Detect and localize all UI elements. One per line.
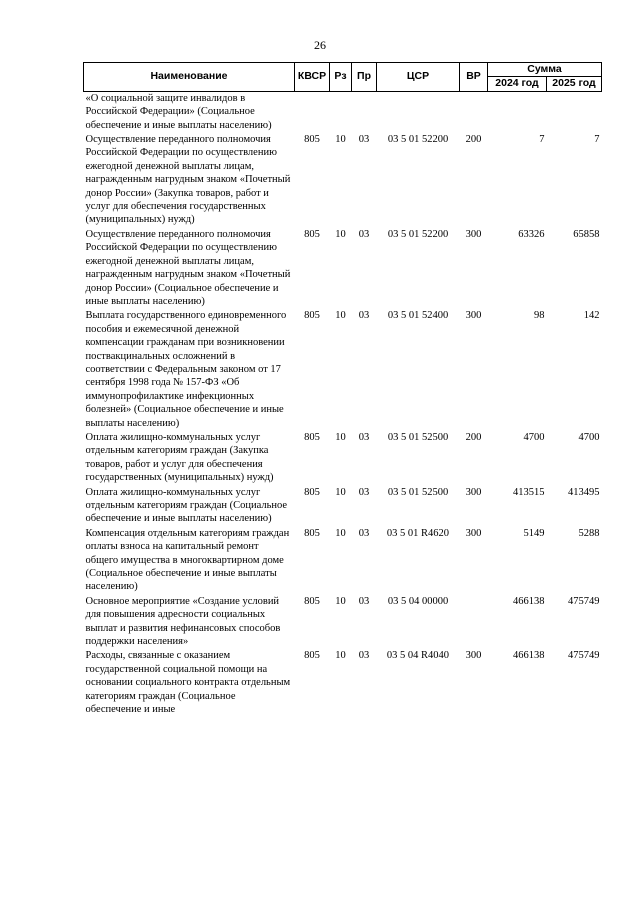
row-sum-2024: 63326 bbox=[518, 228, 545, 240]
row-sum-2024: 466138 bbox=[513, 595, 545, 607]
header-pr: Пр bbox=[352, 63, 377, 92]
row-name: Осуществление переданного полномочия Российской Федерации по осуществлению ежегодной денежной выплаты лицам, награжденным нагрудным знаком «Почетный донор России» (Социальное обеспечение и иные выплаты населению) bbox=[85, 228, 291, 307]
row-pr: 03 bbox=[358, 431, 370, 443]
row-csr bbox=[377, 91, 460, 133]
row-vr bbox=[460, 595, 488, 650]
page-number: 26 bbox=[314, 38, 326, 52]
budget-table bbox=[83, 62, 602, 718]
row-kvsr: 805 bbox=[304, 134, 320, 146]
row-sum-2025: 475749 bbox=[568, 595, 600, 607]
table-row bbox=[84, 595, 602, 650]
header-kvsr: КВСР bbox=[295, 63, 330, 92]
row-kvsr: 805 bbox=[304, 595, 320, 607]
row-rz: 10 bbox=[335, 595, 346, 607]
row-sum-2025: 413495 bbox=[568, 486, 600, 498]
row-kvsr: 805 bbox=[304, 310, 320, 322]
row-name: Компенсация отдельным категориям граждан оплаты взноса на капитальный ремонт общего имущества в многоквартирном доме (Социальное обеспечение и иные выплаты населению) bbox=[85, 527, 290, 593]
table-row bbox=[84, 309, 602, 431]
row-name: «О социальной защите инвалидов в Российской Федерации» (Социальное обеспечение и иные выплаты населению) bbox=[85, 92, 272, 131]
row-sum-2025: 7 bbox=[594, 134, 600, 146]
row-vr: 300 bbox=[465, 228, 482, 240]
row-pr: 03 bbox=[358, 228, 370, 240]
row-name: Расходы, связанные с оказанием государственной социальной помощи на основании социального контракта отдельным категориям граждан (Социальное обеспечение и иные bbox=[85, 650, 291, 716]
row-rz: 10 bbox=[335, 650, 346, 662]
header-name: Наименование bbox=[84, 63, 295, 92]
row-rz: 10 bbox=[335, 228, 346, 240]
row-rz: 10 bbox=[335, 310, 346, 322]
header-year-2024: 2024 год bbox=[488, 77, 547, 91]
table-row bbox=[84, 527, 602, 595]
table-row bbox=[84, 486, 602, 527]
row-sum-2024: 5149 bbox=[523, 527, 545, 539]
row-kvsr: 805 bbox=[304, 650, 320, 662]
table-row bbox=[84, 133, 602, 228]
row-name: Оплата жилищно-коммунальных услуг отдельным категориям граждан (Социальное обеспечение и иные выплаты населению) bbox=[85, 486, 288, 525]
row-kvsr bbox=[295, 91, 330, 133]
row-vr: 300 bbox=[465, 650, 482, 662]
row-vr: 200 bbox=[465, 431, 482, 443]
row-vr: 300 bbox=[465, 310, 482, 322]
row-pr bbox=[352, 91, 377, 133]
row-vr bbox=[460, 91, 488, 133]
row-sum-2025: 475749 bbox=[568, 650, 600, 662]
row-sum-2024: 98 bbox=[534, 310, 545, 322]
row-name: Выплата государственного единовременного пособия и ежемесячной денежной компенсации гражданам при возникновении поствакцинальных осложнений в соответствии с Федеральным законом от 17 сентября 1998 года № 157-ФЗ «Об иммунопрофилактике инфекционных болезней» (Социальное обеспечение и иные выплаты населению) bbox=[85, 310, 287, 429]
row-sum-2025 bbox=[547, 91, 602, 133]
row-name: Осуществление переданного полномочия Российской Федерации по осуществлению ежегодной денежной выплаты лицам, награжденным нагрудным знаком «Почетный донор России» (Закупка товаров, работ и услуг для обеспечения государственных (муниципальных) нужд) bbox=[85, 134, 291, 226]
row-rz: 10 bbox=[335, 134, 346, 146]
row-kvsr: 805 bbox=[304, 228, 320, 240]
row-rz: 10 bbox=[335, 431, 346, 443]
row-csr: 03 5 01 52500 bbox=[387, 431, 449, 443]
header-rz: Рз bbox=[330, 63, 352, 92]
header-csr: ЦСР bbox=[377, 63, 460, 92]
header-sum: Сумма bbox=[488, 63, 602, 77]
row-vr: 300 bbox=[465, 486, 482, 498]
table-row bbox=[84, 228, 602, 309]
row-vr: 200 bbox=[465, 134, 482, 146]
row-rz bbox=[330, 91, 352, 133]
row-pr: 03 bbox=[358, 650, 370, 662]
row-csr: 03 5 01 52500 bbox=[387, 486, 449, 498]
header-year-2025: 2025 год bbox=[547, 77, 602, 91]
table-row bbox=[84, 91, 602, 133]
row-sum-2024 bbox=[488, 91, 547, 133]
table-row bbox=[84, 649, 602, 717]
table-row bbox=[84, 431, 602, 486]
row-sum-2025: 4700 bbox=[578, 431, 600, 443]
row-rz: 10 bbox=[335, 486, 346, 498]
row-csr: 03 5 04 00000 bbox=[387, 595, 449, 607]
row-pr: 03 bbox=[358, 310, 370, 322]
row-rz: 10 bbox=[335, 527, 346, 539]
row-csr: 03 5 01 52200 bbox=[387, 134, 449, 146]
row-csr: 03 5 01 52200 bbox=[387, 228, 449, 240]
row-pr: 03 bbox=[358, 486, 370, 498]
row-vr: 300 bbox=[465, 527, 482, 539]
row-pr: 03 bbox=[358, 527, 370, 539]
row-kvsr: 805 bbox=[304, 527, 320, 539]
row-pr: 03 bbox=[358, 595, 370, 607]
row-kvsr: 805 bbox=[304, 486, 320, 498]
row-sum-2025: 142 bbox=[583, 310, 600, 322]
row-csr: 03 5 04 R4040 bbox=[386, 650, 450, 662]
row-csr: 03 5 01 52400 bbox=[387, 310, 449, 322]
row-name: Основное мероприятие «Создание условий для повышения адресности социальных выплат и развития нефинансовых способов поддержки населения» bbox=[85, 595, 281, 648]
row-sum-2024: 466138 bbox=[513, 650, 545, 662]
row-kvsr: 805 bbox=[304, 431, 320, 443]
row-csr: 03 5 01 R4620 bbox=[386, 527, 450, 539]
row-sum-2025: 5288 bbox=[578, 527, 600, 539]
row-pr: 03 bbox=[358, 134, 370, 146]
row-sum-2024: 413515 bbox=[513, 486, 545, 498]
row-sum-2024: 7 bbox=[539, 134, 545, 146]
row-sum-2025: 65858 bbox=[573, 228, 600, 240]
header-vr: ВР bbox=[460, 63, 488, 92]
row-name: Оплата жилищно-коммунальных услуг отдельным категориям граждан (Закупка товаров, работ и услуг для обеспечения государственных (муниципальных) нужд) bbox=[85, 431, 274, 484]
row-sum-2024: 4700 bbox=[523, 431, 545, 443]
